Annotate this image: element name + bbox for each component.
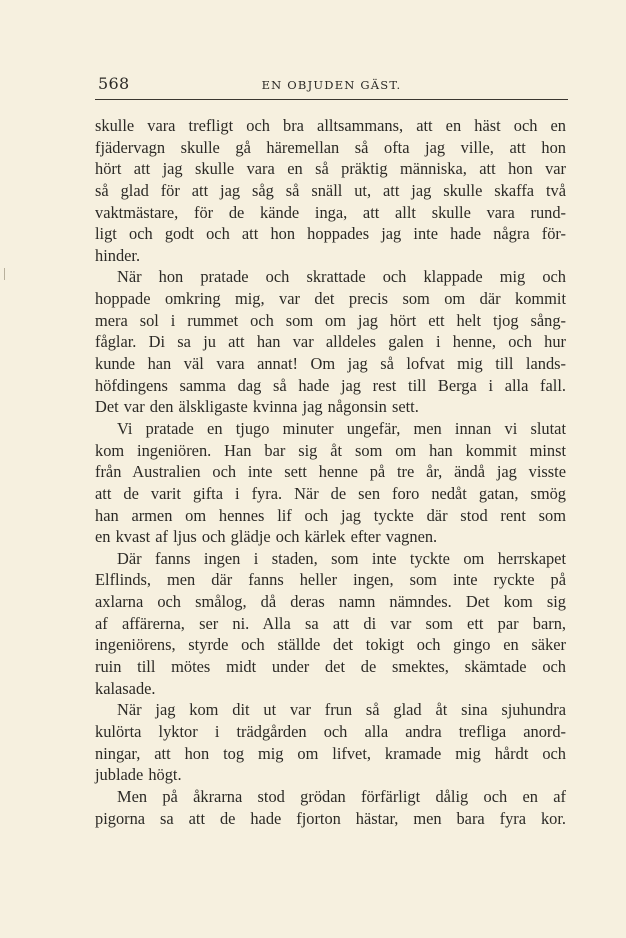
text-line: skulle vara trefligt och bra alltsammans, att en häst och en: [95, 116, 566, 135]
text-line: ingeniörens, styrde och ställde det tokigt och gingo en säker: [95, 635, 566, 655]
text-line: När hon pratade och skrattade och klappade mig och: [117, 267, 566, 287]
running-title: EN OBJUDEN GÄST.: [261, 78, 402, 92]
text-line: höfdingens samma dag så hade jag rest till Berga i alla fall.: [95, 375, 566, 395]
text-line: kulörta lyktor i trädgården och alla andra trefliga anord-: [95, 721, 566, 741]
text-line: ligt och godt och att hon hoppades jag inte hade några för-: [95, 224, 566, 244]
text-line: Elflinds, men där fanns heller ingen, som inte ryckte på: [95, 570, 566, 590]
header-rule: [95, 99, 568, 100]
text-line: fåglar. Di sa ju att han var alldeles galen i henne, och hur: [95, 332, 566, 352]
text-line: han armen om hennes lif och jag tyckte där stod rent som: [95, 505, 566, 525]
text-line: så glad för att jag såg så snäll ut, att jag skulle skaffa två: [95, 180, 566, 200]
page-header: [95, 74, 568, 96]
text-line: hoppade omkring mig, var det precis som om där kommit: [95, 289, 566, 309]
text-line: hinder.: [95, 245, 141, 265]
text-line: att de varit gifta i fyra. När de sen foro nedåt gatan, smög: [95, 483, 566, 503]
text-line: Vi pratade en tjugo minuter ungefär, men innan vi slutat: [117, 418, 566, 438]
text-line: fjädervagn skulle gå häremellan så ofta jag ville, att hon: [95, 137, 566, 157]
text-line: axlarna och smålog, då deras namn nämndes. Det kom sig: [95, 592, 566, 612]
text-line: Det var den älskligaste kvinna jag någonsin sett.: [95, 397, 419, 417]
text-line: kunde han väl vara annat! Om jag så lofvat mig till lands-: [95, 354, 566, 374]
text-line: af affärerna, ser ni. Alla sa att di var som ett par barn,: [95, 613, 566, 633]
text-line: pigorna sa att de hade fjorton hästar, men bara fyra kor.: [95, 808, 566, 828]
text-line: kom ingeniören. Han bar sig åt som om han kommit minst: [95, 440, 566, 460]
text-line: ningar, att hon tog mig om lifvet, kramade mig hårdt och: [95, 743, 566, 763]
text-line: ruin till mötes midt under det de smektes, skämtade och: [95, 657, 566, 677]
text-line: vaktmästare, för de kände inga, att allt skulle vara rund-: [95, 202, 566, 222]
page-number: 568: [98, 74, 130, 93]
text-line: en kvast af ljus och glädje och kärlek efter vagnen.: [95, 527, 438, 547]
text-line: Men på åkrarna stod grödan förfärligt dålig och en af: [117, 786, 566, 806]
text-line: jublade högt.: [95, 765, 182, 785]
text-line: Där fanns ingen i staden, som inte tyckte om herrskapet: [117, 548, 566, 568]
text-line: kalasade.: [95, 678, 156, 698]
text-line: När jag kom dit ut var frun så glad åt sina sjuhundra: [117, 700, 566, 720]
page-body: [95, 115, 566, 829]
text-line: mera sol i rummet och som om jag hört ett helt tjog sång-: [95, 310, 566, 330]
text-line: hört att jag skulle vara en så präktig människa, att hon var: [95, 159, 566, 179]
text-line: från Australien och inte sett henne på tre år, ändå jag visste: [95, 462, 566, 482]
margin-mark: [4, 268, 5, 280]
